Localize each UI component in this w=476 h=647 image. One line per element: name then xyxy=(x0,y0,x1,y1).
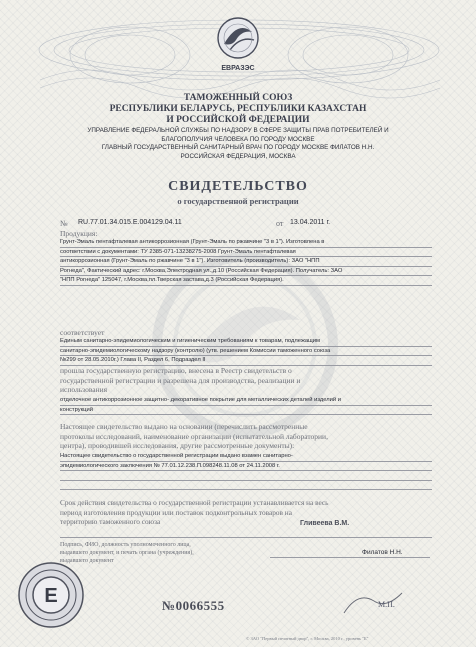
eurasec-emblem-icon xyxy=(212,14,264,74)
stamp-label: М.П. xyxy=(378,600,395,609)
product-label: Продукция: xyxy=(60,229,98,238)
authority-line-4: РОССИЙСКАЯ ФЕДЕРАЦИЯ, МОСКВА xyxy=(180,152,296,160)
basis-statement xyxy=(60,422,432,451)
basis-line: протоколы исследований, наименование организации (испытательной лаборатории, xyxy=(60,431,328,441)
signature-line xyxy=(270,557,430,558)
stamp-mark xyxy=(338,587,408,619)
signatory-caption-line: выдавшего документ, и печать органа (учреждения), xyxy=(60,550,194,556)
blank-line xyxy=(60,472,432,481)
compliance-line: санитарно-эпидемиологическому надзору (контролю) (утв. решением Комиссии таможенного союза xyxy=(60,347,432,357)
certificate-number: RU.77.01.34.015.Е.004129.04.11 xyxy=(78,219,182,226)
signatory-caption-line: выдавшего документ xyxy=(60,558,114,564)
signature-name: Гливеева В.М. xyxy=(300,520,350,527)
emblem-label: ЕВРАЗЭС xyxy=(221,65,255,72)
registration-line: прошла государственную регистрацию, внесена в Реестр свидетельств о xyxy=(60,366,292,375)
compliance-description xyxy=(60,337,432,366)
registration-statement xyxy=(60,366,432,395)
compliance-line: №299 от 28.05.2010г.) Глава II, Раздел 6, Подраздел II xyxy=(60,356,432,366)
signatory-caption xyxy=(60,541,240,565)
header-line-1: ТАМОЖЕННЫЙ СОЮЗ xyxy=(183,93,293,103)
usage-line: конструкций xyxy=(60,406,432,416)
certificate-date: 13.04.2011 г. xyxy=(290,219,331,226)
document-title: СВИДЕТЕЛЬСТВО xyxy=(168,179,308,194)
basis-typed-line: эпидемиологического заключения № 77.01.12.238.П.098248.11.08 от 24.11.2008 г. xyxy=(60,462,432,472)
authority-block xyxy=(28,127,448,161)
date-label: от xyxy=(276,219,284,228)
validity-statement xyxy=(60,498,432,527)
signatory-name: Филатов Н.Н. xyxy=(362,549,403,556)
registration-line: государственной регистрации и разрешена для производства, реализации и xyxy=(60,375,301,385)
product-line: Рогнеда", Фактический адрес: г.Москва,Электродная ул.,д.10 (Российская Федерация). Получатель: ЗАО xyxy=(60,267,432,277)
header-line-2: РЕСПУБЛИКИ БЕЛАРУСЬ, РЕСПУБЛИКИ КАЗАХСТАН xyxy=(109,104,367,114)
product-line: соответствии с документами: ТУ 2385-071-13238275-2008 Грунт-Эмаль пентафталевая xyxy=(60,248,432,258)
divider xyxy=(60,537,432,538)
product-line: "НПП Рогнеда" 125047, г.Москва,пл.Тверская застава,д.3 (Российская Федерация). xyxy=(60,276,432,286)
validity-line: территорию таможенного союза xyxy=(60,517,161,526)
basis-line: центра), проводившей исследования, другие рассмотренные документы): xyxy=(60,441,295,450)
basis-description xyxy=(60,452,432,471)
document-subtitle: о государственной регистрации xyxy=(177,196,299,206)
printer-footer: © ЗАО "Первый печатный двор", г. Москва, 2010 г., уровень "Б" xyxy=(246,636,369,641)
validity-line: Срок действия свидетельства о государственной регистрации устанавливается на весь xyxy=(60,498,329,507)
blank-line xyxy=(60,481,432,490)
serial-number: №0066555 xyxy=(162,598,225,613)
hologram-seal-icon xyxy=(16,560,86,630)
compliance-label: соответствует xyxy=(60,328,105,337)
usage-description xyxy=(60,396,432,415)
authority-line-2: БЛАГОПОЛУЧИЯ ЧЕЛОВЕКА ПО ГОРОДУ МОСКВЕ xyxy=(161,135,315,143)
signatory-caption-line: Подпись, ФИО, должность уполномоченного лица, xyxy=(60,542,191,548)
basis-typed-line: Настоящее свидетельство о государственной регистрации выдано взамен санитарно- xyxy=(60,452,432,462)
product-line: Грунт-Эмаль пентафталевая антикоррозионная (Грунт-Эмаль по ржавчине "3 в 1"). Изготовлена в xyxy=(60,238,432,248)
validity-line: период изготовления продукции или поставок подконтрольных товаров на xyxy=(60,507,292,517)
product-line: антикоррозионная (Грунт-Эмаль по ржавчине "3 в 1"). Изготовитель (производитель): ЗАО "НПП xyxy=(60,257,432,267)
registration-line: использования xyxy=(60,385,108,394)
header-line-3: И РОССИЙСКОЙ ФЕДЕРАЦИИ xyxy=(166,115,310,125)
usage-line: отделочное антикоррозионное защитно- декоративное покрытие для металлических деталей изделий и xyxy=(60,396,432,406)
basis-line: Настоящее свидетельство выдано на основании (перечислить рассмотренные xyxy=(60,422,308,431)
number-label: № xyxy=(60,219,68,228)
seal-letter: Е xyxy=(44,585,58,607)
compliance-line: Единым санитарно-эпидемиологическим и гигиеническим требованиям к товарам, подлежащим xyxy=(60,337,432,347)
authority-line-1: УПРАВЛЕНИЕ ФЕДЕРАЛЬНОЙ СЛУЖБЫ ПО НАДЗОРУ В СФЕРЕ ЗАЩИТЫ ПРАВ ПОТРЕБИТЕЛЕЙ И xyxy=(87,127,389,134)
authority-line-3: ГЛАВНЫЙ ГОСУДАРСТВЕННЫЙ САНИТАРНЫЙ ВРАЧ ПО ГОРОДУ МОСКВЕ ФИЛАТОВ Н.Н. xyxy=(101,144,375,151)
header-block xyxy=(40,93,436,126)
product-description xyxy=(60,238,432,286)
